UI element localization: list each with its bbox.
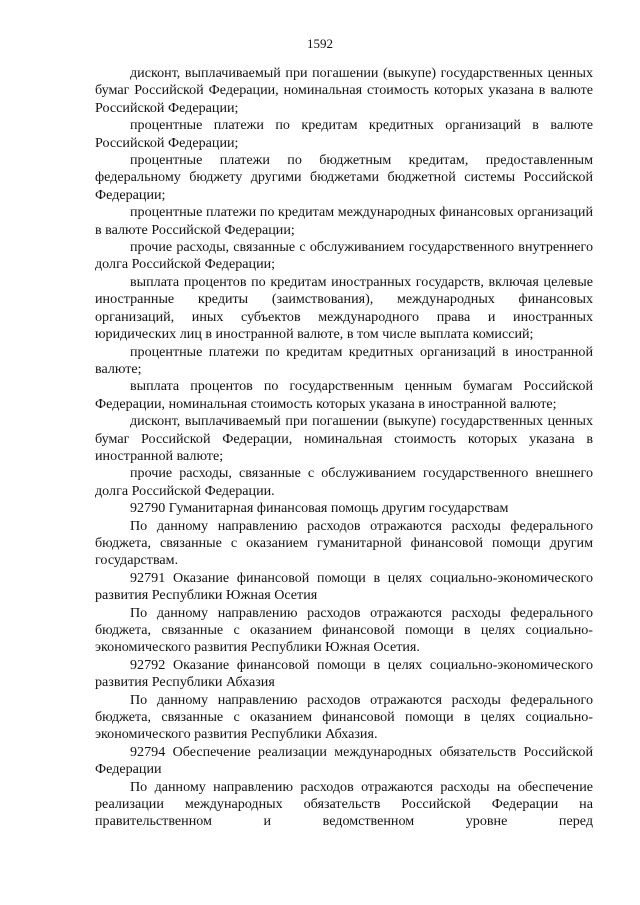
paragraph: процентные платежи по бюджетным кредитам, предоставленным федеральному бюджету другими бюджетами бюджетной системы Российской Федерации; (95, 152, 593, 203)
paragraph: По данному направлению расходов отражаются расходы федерального бюджета, связанные с оказанием гуманитарной финансовой помощи другим государствам. (95, 517, 593, 569)
document-body (95, 65, 593, 831)
paragraph: выплата процентов по кредитам иностранных государств, включая целевые иностранные кредиты (заимствования), международных финансовых организаций, иных субъектов международного права и иностранных юридических лиц в иностранной валюте, в том числе выплата комиссий; (95, 273, 593, 343)
paragraph: прочие расходы, связанные с обслуживанием государственного внутреннего долга Российской Федерации; (95, 239, 593, 273)
paragraph: По данному направлению расходов отражаются расходы на обеспечение реализации международных обязательств Российской Федерации на правительственном и ведомственном уровне перед (95, 778, 593, 830)
paragraph: процентные платежи по кредитам кредитных организаций в валюте Российской Федерации; (95, 117, 593, 151)
section-heading: 92791 Оказание финансовой помощи в целях социально-экономического развития Республики Южная Осетия (95, 569, 593, 604)
paragraph: По данному направлению расходов отражаются расходы федерального бюджета, связанные с оказанием финансовой помощи в целях социально-экономического развития Республики Южная Осетия. (95, 604, 593, 656)
paragraph: По данному направлению расходов отражаются расходы федерального бюджета, связанные с оказанием финансовой помощи в целях социально-экономического развития Республики Абхазия. (95, 691, 593, 743)
paragraph: дисконт, выплачиваемый при погашении (выкупе) государственных ценных бумаг Российской Федерации, номинальная стоимость которых указана в валюте Российской Федерации; (95, 65, 593, 116)
section-heading: 92790 Гуманитарная финансовая помощь другим государствам (130, 500, 509, 517)
section-heading: 92794 Обеспечение реализации международных обязательств Российской Федерации (95, 743, 593, 778)
paragraph: выплата процентов по государственным ценным бумагам Российской Федерации, номинальная стоимость которых указана в иностранной валюте; (95, 378, 593, 412)
section-heading: 92792 Оказание финансовой помощи в целях социально-экономического развития Республики Абхазия (95, 656, 593, 691)
paragraph: процентные платежи по кредитам международных финансовых организаций в валюте Российской Федерации; (95, 204, 593, 238)
page-number: 1592 (307, 36, 333, 51)
paragraph: прочие расходы, связанные с обслуживанием государственного внешнего долга Российской Федерации. (95, 465, 593, 499)
paragraph: процентные платежи по кредитам кредитных организаций в иностранной валюте; (95, 343, 593, 377)
paragraph: дисконт, выплачиваемый при погашении (выкупе) государственных ценных бумаг Российской Федерации, номинальная стоимость которых указана в иностранной валюте; (95, 413, 593, 464)
